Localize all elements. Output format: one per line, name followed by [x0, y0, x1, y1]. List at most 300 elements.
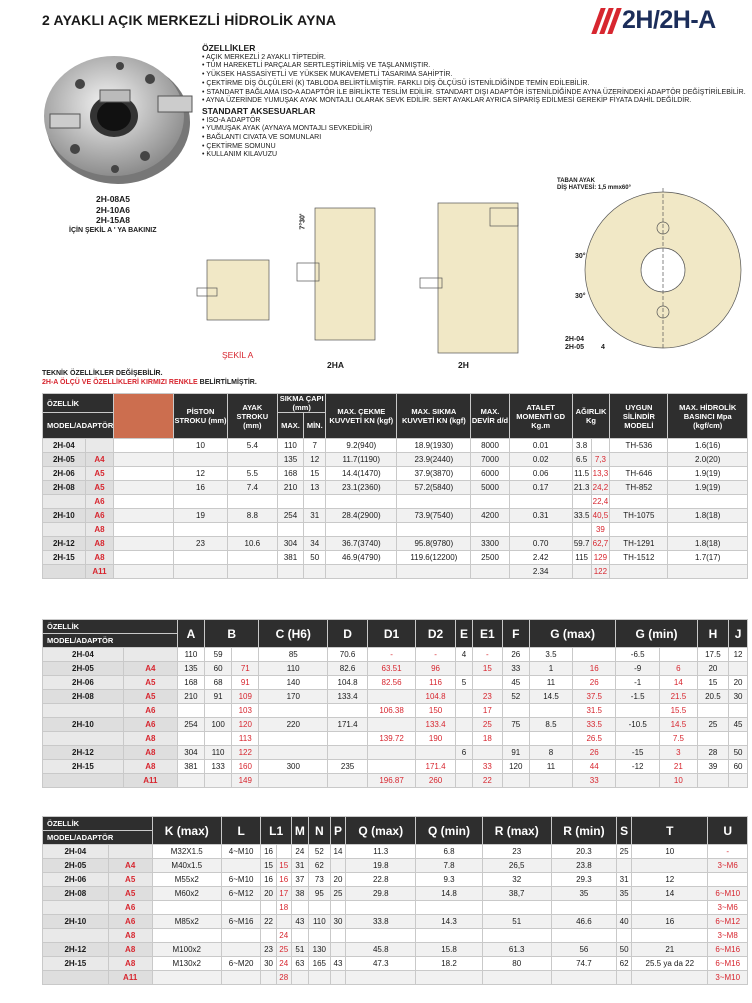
- model-item: 2H-08A5: [96, 194, 131, 204]
- value-cell: 3: [660, 746, 698, 760]
- value-cell: 119.6(12200): [397, 551, 471, 565]
- value-cell: 11: [529, 676, 572, 690]
- value-cell: [174, 495, 227, 509]
- value-cell: [572, 495, 591, 509]
- value-cell: 2.34: [509, 565, 572, 579]
- adapter-cell: A8: [123, 746, 177, 760]
- value-cell: TH-1291: [610, 537, 668, 551]
- value-cell: [291, 901, 308, 915]
- value-cell: [551, 929, 616, 943]
- feature-item: • YÜKSEK HASSASİYETLİ VE YÜKSEK MUKAVEMETLİ TASARIMA SAHİPTİR.: [202, 71, 747, 80]
- model-cell: 2H-08: [43, 887, 109, 901]
- value-cell: 24,2: [591, 481, 610, 495]
- value-cell: 14: [660, 676, 698, 690]
- value-cell: 43: [330, 957, 345, 971]
- value-cell: 3~M6: [708, 901, 748, 915]
- adapter-cell: A8: [85, 551, 114, 565]
- value-cell: [259, 732, 328, 746]
- value-cell: [152, 971, 221, 985]
- t1-swatch: [114, 394, 174, 439]
- value-cell: 7: [304, 439, 326, 453]
- value-cell: [616, 929, 631, 943]
- value-cell: 23: [261, 943, 276, 957]
- t1-ozellik: ÖZELLİK: [43, 394, 114, 413]
- model-note: İÇİN ŞEKİL A ' YA BAKINIZ: [69, 226, 157, 234]
- table-row: [43, 676, 748, 690]
- value-cell: 6: [455, 746, 472, 760]
- value-cell: 110: [308, 915, 330, 929]
- value-cell: [632, 901, 708, 915]
- value-cell: 14: [632, 887, 708, 901]
- value-cell: [482, 929, 551, 943]
- value-cell: [346, 929, 416, 943]
- value-cell: 25: [616, 845, 631, 859]
- value-cell: 133.4: [328, 690, 368, 704]
- value-cell: 62,7: [591, 537, 610, 551]
- angle-30b-label: 30°: [575, 293, 586, 300]
- value-cell: 109: [232, 690, 259, 704]
- value-cell: [668, 495, 748, 509]
- value-cell: 130: [308, 943, 330, 957]
- t2-col: G (max): [529, 620, 615, 648]
- value-cell: 25: [330, 887, 345, 901]
- value-cell: 6~M16: [708, 943, 748, 957]
- model-cell: 2H-08: [43, 481, 86, 495]
- feature-item: • AÇIK MERKEZLİ 2 AYAKLI TİPTEDİR.: [202, 54, 747, 63]
- adapter-cell: A8: [123, 732, 177, 746]
- value-cell: 16: [261, 873, 276, 887]
- value-cell: 22,4: [591, 495, 610, 509]
- value-cell: [616, 901, 631, 915]
- value-cell: 8.8: [227, 509, 277, 523]
- accessory-item: • ISO-A ADAPTÖR: [202, 117, 747, 126]
- value-cell: 10.6: [227, 537, 277, 551]
- value-cell: 10: [632, 845, 708, 859]
- value-cell: [455, 732, 472, 746]
- t1-max: MAX.: [277, 413, 303, 439]
- adapter-cell: A6: [108, 901, 152, 915]
- t3-model: MODEL/ADAPTÖR: [43, 831, 153, 845]
- value-cell: 51: [291, 943, 308, 957]
- value-cell: 32: [482, 873, 551, 887]
- chuck-photo: [40, 44, 195, 192]
- value-cell: 25.5 ya da 22: [632, 957, 708, 971]
- value-cell: 100: [205, 718, 232, 732]
- value-cell: TH-1512: [610, 551, 668, 565]
- table-row: [43, 509, 748, 523]
- value-cell: 45.8: [346, 943, 416, 957]
- value-cell: 6~M16: [221, 915, 261, 929]
- value-cell: 0.01: [509, 439, 572, 453]
- value-cell: [328, 746, 368, 760]
- t2-ozellik: ÖZELLİK: [43, 620, 178, 634]
- value-cell: 11: [529, 760, 572, 774]
- value-cell: 113: [232, 732, 259, 746]
- value-cell: 171.4: [328, 718, 368, 732]
- value-cell: 23: [174, 537, 227, 551]
- value-cell: 14.5: [529, 690, 572, 704]
- value-cell: 15: [304, 467, 326, 481]
- value-cell: 95.8(9780): [397, 537, 471, 551]
- value-cell: [277, 565, 303, 579]
- value-cell: 17.5: [697, 648, 728, 662]
- value-cell: [232, 648, 259, 662]
- value-cell: 21: [632, 943, 708, 957]
- value-cell: 96: [416, 662, 456, 676]
- table-row: [43, 537, 748, 551]
- feature-item: • STANDART BAĞLAMA ISO-A ADAPTÖR İLE BİRLİKTE TESLİM EDİLİR. STANDART DIŞI ADAPTÖR İSTENİLDİĞİNDE AYNA ÜZERİNDEKİ ADAPTÖR DEĞİŞTİRİLEBİLİR.: [202, 89, 747, 98]
- value-cell: 16: [632, 915, 708, 929]
- value-cell: 11.7(1190): [326, 453, 397, 467]
- value-cell: M130x2: [152, 957, 221, 971]
- value-cell: 2.0(20): [668, 453, 748, 467]
- value-cell: [330, 901, 345, 915]
- value-cell: 18.2: [416, 957, 482, 971]
- value-cell: 16: [261, 845, 276, 859]
- t2-col: A: [177, 620, 204, 648]
- model-cell: 2H-08: [43, 690, 124, 704]
- value-cell: 17: [473, 704, 503, 718]
- value-cell: 254: [177, 718, 204, 732]
- value-cell: [326, 495, 397, 509]
- value-cell: 6.8: [416, 845, 482, 859]
- table-row: [43, 845, 748, 859]
- value-cell: [227, 495, 277, 509]
- feature-item: • TÜM HAREKETLİ PARÇALAR SERTLEŞTİRİLMİŞ VE TAŞLANMIŞTIR.: [202, 62, 747, 71]
- h04-label: 2H-04: [565, 336, 585, 343]
- value-cell: 235: [328, 760, 368, 774]
- value-cell: 46.9(4790): [326, 551, 397, 565]
- value-cell: 24: [276, 929, 291, 943]
- value-cell: [397, 523, 471, 537]
- model-cell: [43, 565, 86, 579]
- value-cell: [346, 971, 416, 985]
- value-cell: [205, 732, 232, 746]
- value-cell: 15.8: [416, 943, 482, 957]
- value-cell: 190: [416, 732, 456, 746]
- value-cell: 14: [330, 845, 345, 859]
- value-cell: [502, 732, 529, 746]
- value-cell: [346, 901, 416, 915]
- t2-col: H: [697, 620, 728, 648]
- value-cell: [455, 774, 472, 788]
- value-cell: [551, 901, 616, 915]
- value-cell: 14.3: [416, 915, 482, 929]
- value-cell: [729, 774, 748, 788]
- angle-label: 7°30': [299, 213, 307, 230]
- value-cell: 171.4: [416, 760, 456, 774]
- adapter-cell: A4: [108, 859, 152, 873]
- table-row: [43, 662, 748, 676]
- value-cell: [221, 859, 261, 873]
- value-cell: TH-646: [610, 467, 668, 481]
- table-row: [43, 915, 748, 929]
- value-cell: 8000: [471, 439, 509, 453]
- t1-piston: PİSTON STROKU (mm): [174, 394, 227, 439]
- value-cell: [416, 971, 482, 985]
- value-cell: [416, 929, 482, 943]
- adapter-cell: [108, 845, 152, 859]
- value-cell: [471, 495, 509, 509]
- t3-col: M: [291, 817, 308, 845]
- value-cell: [221, 971, 261, 985]
- h05-label: 2H-05: [565, 344, 585, 351]
- tech-note-1: TEKNİK ÖZELLİKLER DEĞİŞEBİLİR.: [42, 370, 163, 377]
- logo-code: 2H/2H-A: [622, 6, 716, 34]
- value-cell: 122: [591, 565, 610, 579]
- value-cell: [482, 971, 551, 985]
- value-cell: 220: [259, 718, 328, 732]
- feature-item: • AYNA ÜZERİNDE YUMUŞAK AYAK MONTAJLI OLARAK SEVK EDİLİR. SERT AYAKLAR AYRICA SİPARİŞ EDİLMESİ GEREKİP FİYATA DAHİL DEĞİLDİR.: [202, 97, 747, 106]
- value-cell: 3~M6: [708, 859, 748, 873]
- table-row: [43, 901, 748, 915]
- model-list: [69, 194, 157, 236]
- t1-cekme: MAX. ÇEKME KUVVETİ KN (kgf): [326, 394, 397, 439]
- value-cell: [367, 690, 415, 704]
- t2-col: B: [205, 620, 259, 648]
- value-cell: 50: [304, 551, 326, 565]
- value-cell: 18: [473, 732, 503, 746]
- value-cell: 11.5: [572, 467, 591, 481]
- value-cell: [328, 774, 368, 788]
- adapter-cell: A6: [108, 915, 152, 929]
- value-cell: 38,7: [482, 887, 551, 901]
- value-cell: 3~M8: [708, 929, 748, 943]
- value-cell: 26.5: [573, 732, 616, 746]
- value-cell: 3.5: [529, 648, 572, 662]
- t3-col: L1: [261, 817, 291, 845]
- value-cell: 40,5: [591, 509, 610, 523]
- value-cell: [729, 732, 748, 746]
- value-cell: 133: [205, 760, 232, 774]
- value-cell: 20: [330, 873, 345, 887]
- model-cell: 2H-15: [43, 551, 86, 565]
- value-cell: -12: [616, 760, 660, 774]
- value-cell: 7.5: [660, 732, 698, 746]
- value-cell: [572, 523, 591, 537]
- value-cell: [616, 971, 631, 985]
- value-cell: 20.5: [697, 690, 728, 704]
- value-cell: 33.5: [573, 718, 616, 732]
- value-cell: 7.4: [227, 481, 277, 495]
- value-cell: [326, 565, 397, 579]
- t3-col: U: [708, 817, 748, 845]
- value-cell: 135: [177, 662, 204, 676]
- swatch-cell: [114, 551, 174, 565]
- value-cell: 16: [174, 481, 227, 495]
- t2-col: E1: [473, 620, 503, 648]
- t3-col: K (max): [152, 817, 221, 845]
- value-cell: 23: [473, 690, 503, 704]
- value-cell: [455, 704, 472, 718]
- value-cell: 168: [277, 467, 303, 481]
- swatch-cell: [114, 523, 174, 537]
- value-cell: 47.3: [346, 957, 416, 971]
- value-cell: 6: [660, 662, 698, 676]
- t1-sikmak: MAX. SIKMA KUVVETİ KN (kgf): [397, 394, 471, 439]
- value-cell: [367, 718, 415, 732]
- dis-label: DİŞ HATVESİ: 1,5 mmx60°: [557, 185, 631, 191]
- value-cell: 110: [205, 746, 232, 760]
- value-cell: 62: [308, 859, 330, 873]
- value-cell: [455, 662, 472, 676]
- value-cell: 1.8(18): [668, 509, 748, 523]
- value-cell: [473, 676, 503, 690]
- model-cell: 2H-12: [43, 943, 109, 957]
- value-cell: [291, 929, 308, 943]
- value-cell: 140: [259, 676, 328, 690]
- value-cell: [529, 732, 572, 746]
- t2-col: J: [729, 620, 748, 648]
- value-cell: [291, 971, 308, 985]
- value-cell: 25: [276, 943, 291, 957]
- value-cell: 150: [416, 704, 456, 718]
- value-cell: 50: [729, 746, 748, 760]
- value-cell: -: [708, 845, 748, 859]
- value-cell: 10: [660, 774, 698, 788]
- value-cell: 85: [259, 648, 328, 662]
- adapter-cell: [123, 648, 177, 662]
- value-cell: 23: [482, 845, 551, 859]
- value-cell: 46.6: [551, 915, 616, 929]
- model-cell: [43, 704, 124, 718]
- value-cell: 21.5: [660, 690, 698, 704]
- adapter-cell: A11: [123, 774, 177, 788]
- t2-model: MODEL/ADAPTÖR: [43, 634, 178, 648]
- spec-table-3: [42, 816, 748, 985]
- model-cell: [43, 523, 86, 537]
- value-cell: 168: [177, 676, 204, 690]
- t1-min: MİN.: [304, 413, 326, 439]
- value-cell: 59.7: [572, 537, 591, 551]
- value-cell: [276, 915, 291, 929]
- value-cell: 52: [308, 845, 330, 859]
- value-cell: 18: [276, 901, 291, 915]
- value-cell: [221, 929, 261, 943]
- t3-col: T: [632, 817, 708, 845]
- accessory-item: • YUMUŞAK AYAK (AYNAYA MONTAJLI SEVKEDİLİR): [202, 125, 747, 134]
- value-cell: [328, 732, 368, 746]
- value-cell: M40x1.5: [152, 859, 221, 873]
- model-item: 2H-10A6: [96, 204, 131, 215]
- value-cell: [509, 495, 572, 509]
- value-cell: [304, 495, 326, 509]
- adapter-cell: A6: [85, 495, 114, 509]
- model-cell: 2H-10: [43, 718, 124, 732]
- value-cell: 61.3: [482, 943, 551, 957]
- table-row: [43, 746, 748, 760]
- swatch-cell: [114, 565, 174, 579]
- value-cell: -9: [616, 662, 660, 676]
- value-cell: 40: [616, 915, 631, 929]
- value-cell: [632, 971, 708, 985]
- value-cell: -: [473, 648, 503, 662]
- value-cell: [277, 523, 303, 537]
- t3-col: S: [616, 817, 631, 845]
- model-cell: [43, 901, 109, 915]
- value-cell: 28: [276, 971, 291, 985]
- value-cell: [397, 565, 471, 579]
- value-cell: [205, 704, 232, 718]
- sekil-a-label: ŞEKİL A: [222, 350, 254, 360]
- t2-col: D: [328, 620, 368, 648]
- spec-table-1: [42, 393, 748, 579]
- value-cell: 135: [277, 453, 303, 467]
- 2h-label: 2H: [458, 360, 469, 370]
- value-cell: 1.9(19): [668, 467, 748, 481]
- value-cell: 5000: [471, 481, 509, 495]
- value-cell: TH-852: [610, 481, 668, 495]
- value-cell: 26: [573, 676, 616, 690]
- value-cell: 22.8: [346, 873, 416, 887]
- value-cell: 9.2(940): [326, 439, 397, 453]
- swatch-cell: [114, 481, 174, 495]
- value-cell: M32X1.5: [152, 845, 221, 859]
- value-cell: 3~M10: [708, 971, 748, 985]
- value-cell: 11.3: [346, 845, 416, 859]
- value-cell: 25: [473, 718, 503, 732]
- swatch-cell: [114, 467, 174, 481]
- model-cell: 2H-06: [43, 873, 109, 887]
- value-cell: 24: [291, 845, 308, 859]
- model-cell: 2H-10: [43, 915, 109, 929]
- swatch-cell: [114, 509, 174, 523]
- value-cell: [591, 439, 610, 453]
- value-cell: 45: [502, 676, 529, 690]
- value-cell: [205, 774, 232, 788]
- value-cell: 20.3: [551, 845, 616, 859]
- value-cell: [455, 718, 472, 732]
- value-cell: 29.8: [346, 887, 416, 901]
- t3-col: L: [221, 817, 261, 845]
- value-cell: 80: [482, 957, 551, 971]
- value-cell: [610, 565, 668, 579]
- table-row: [43, 648, 748, 662]
- t1-ayak: AYAK STROKU (mm): [227, 394, 277, 439]
- value-cell: [177, 704, 204, 718]
- value-cell: -6.5: [616, 648, 660, 662]
- value-cell: 13: [304, 481, 326, 495]
- value-cell: [455, 760, 472, 774]
- value-cell: 39: [697, 760, 728, 774]
- value-cell: [697, 704, 728, 718]
- value-cell: [697, 732, 728, 746]
- accessory-item: • BAĞLANTI CIVATA VE SOMUNLARI: [202, 134, 747, 143]
- table-row: [43, 929, 748, 943]
- value-cell: 44: [573, 760, 616, 774]
- value-cell: 300: [259, 760, 328, 774]
- value-cell: 30: [330, 915, 345, 929]
- value-cell: [221, 943, 261, 957]
- value-cell: 165: [308, 957, 330, 971]
- value-cell: 13,3: [591, 467, 610, 481]
- table-row: [43, 481, 748, 495]
- value-cell: 110: [277, 439, 303, 453]
- value-cell: [174, 565, 227, 579]
- spec-table-2: [42, 619, 748, 788]
- value-cell: 30: [261, 957, 276, 971]
- value-cell: 110: [259, 662, 328, 676]
- value-cell: 103: [232, 704, 259, 718]
- taban-label: TABAN AYAK: [557, 178, 595, 184]
- table-row: [43, 774, 748, 788]
- value-cell: 160: [232, 760, 259, 774]
- value-cell: 6.5: [572, 453, 591, 467]
- value-cell: [328, 704, 368, 718]
- adapter-cell: A8: [108, 929, 152, 943]
- value-cell: 12: [632, 873, 708, 887]
- value-cell: 29.3: [551, 873, 616, 887]
